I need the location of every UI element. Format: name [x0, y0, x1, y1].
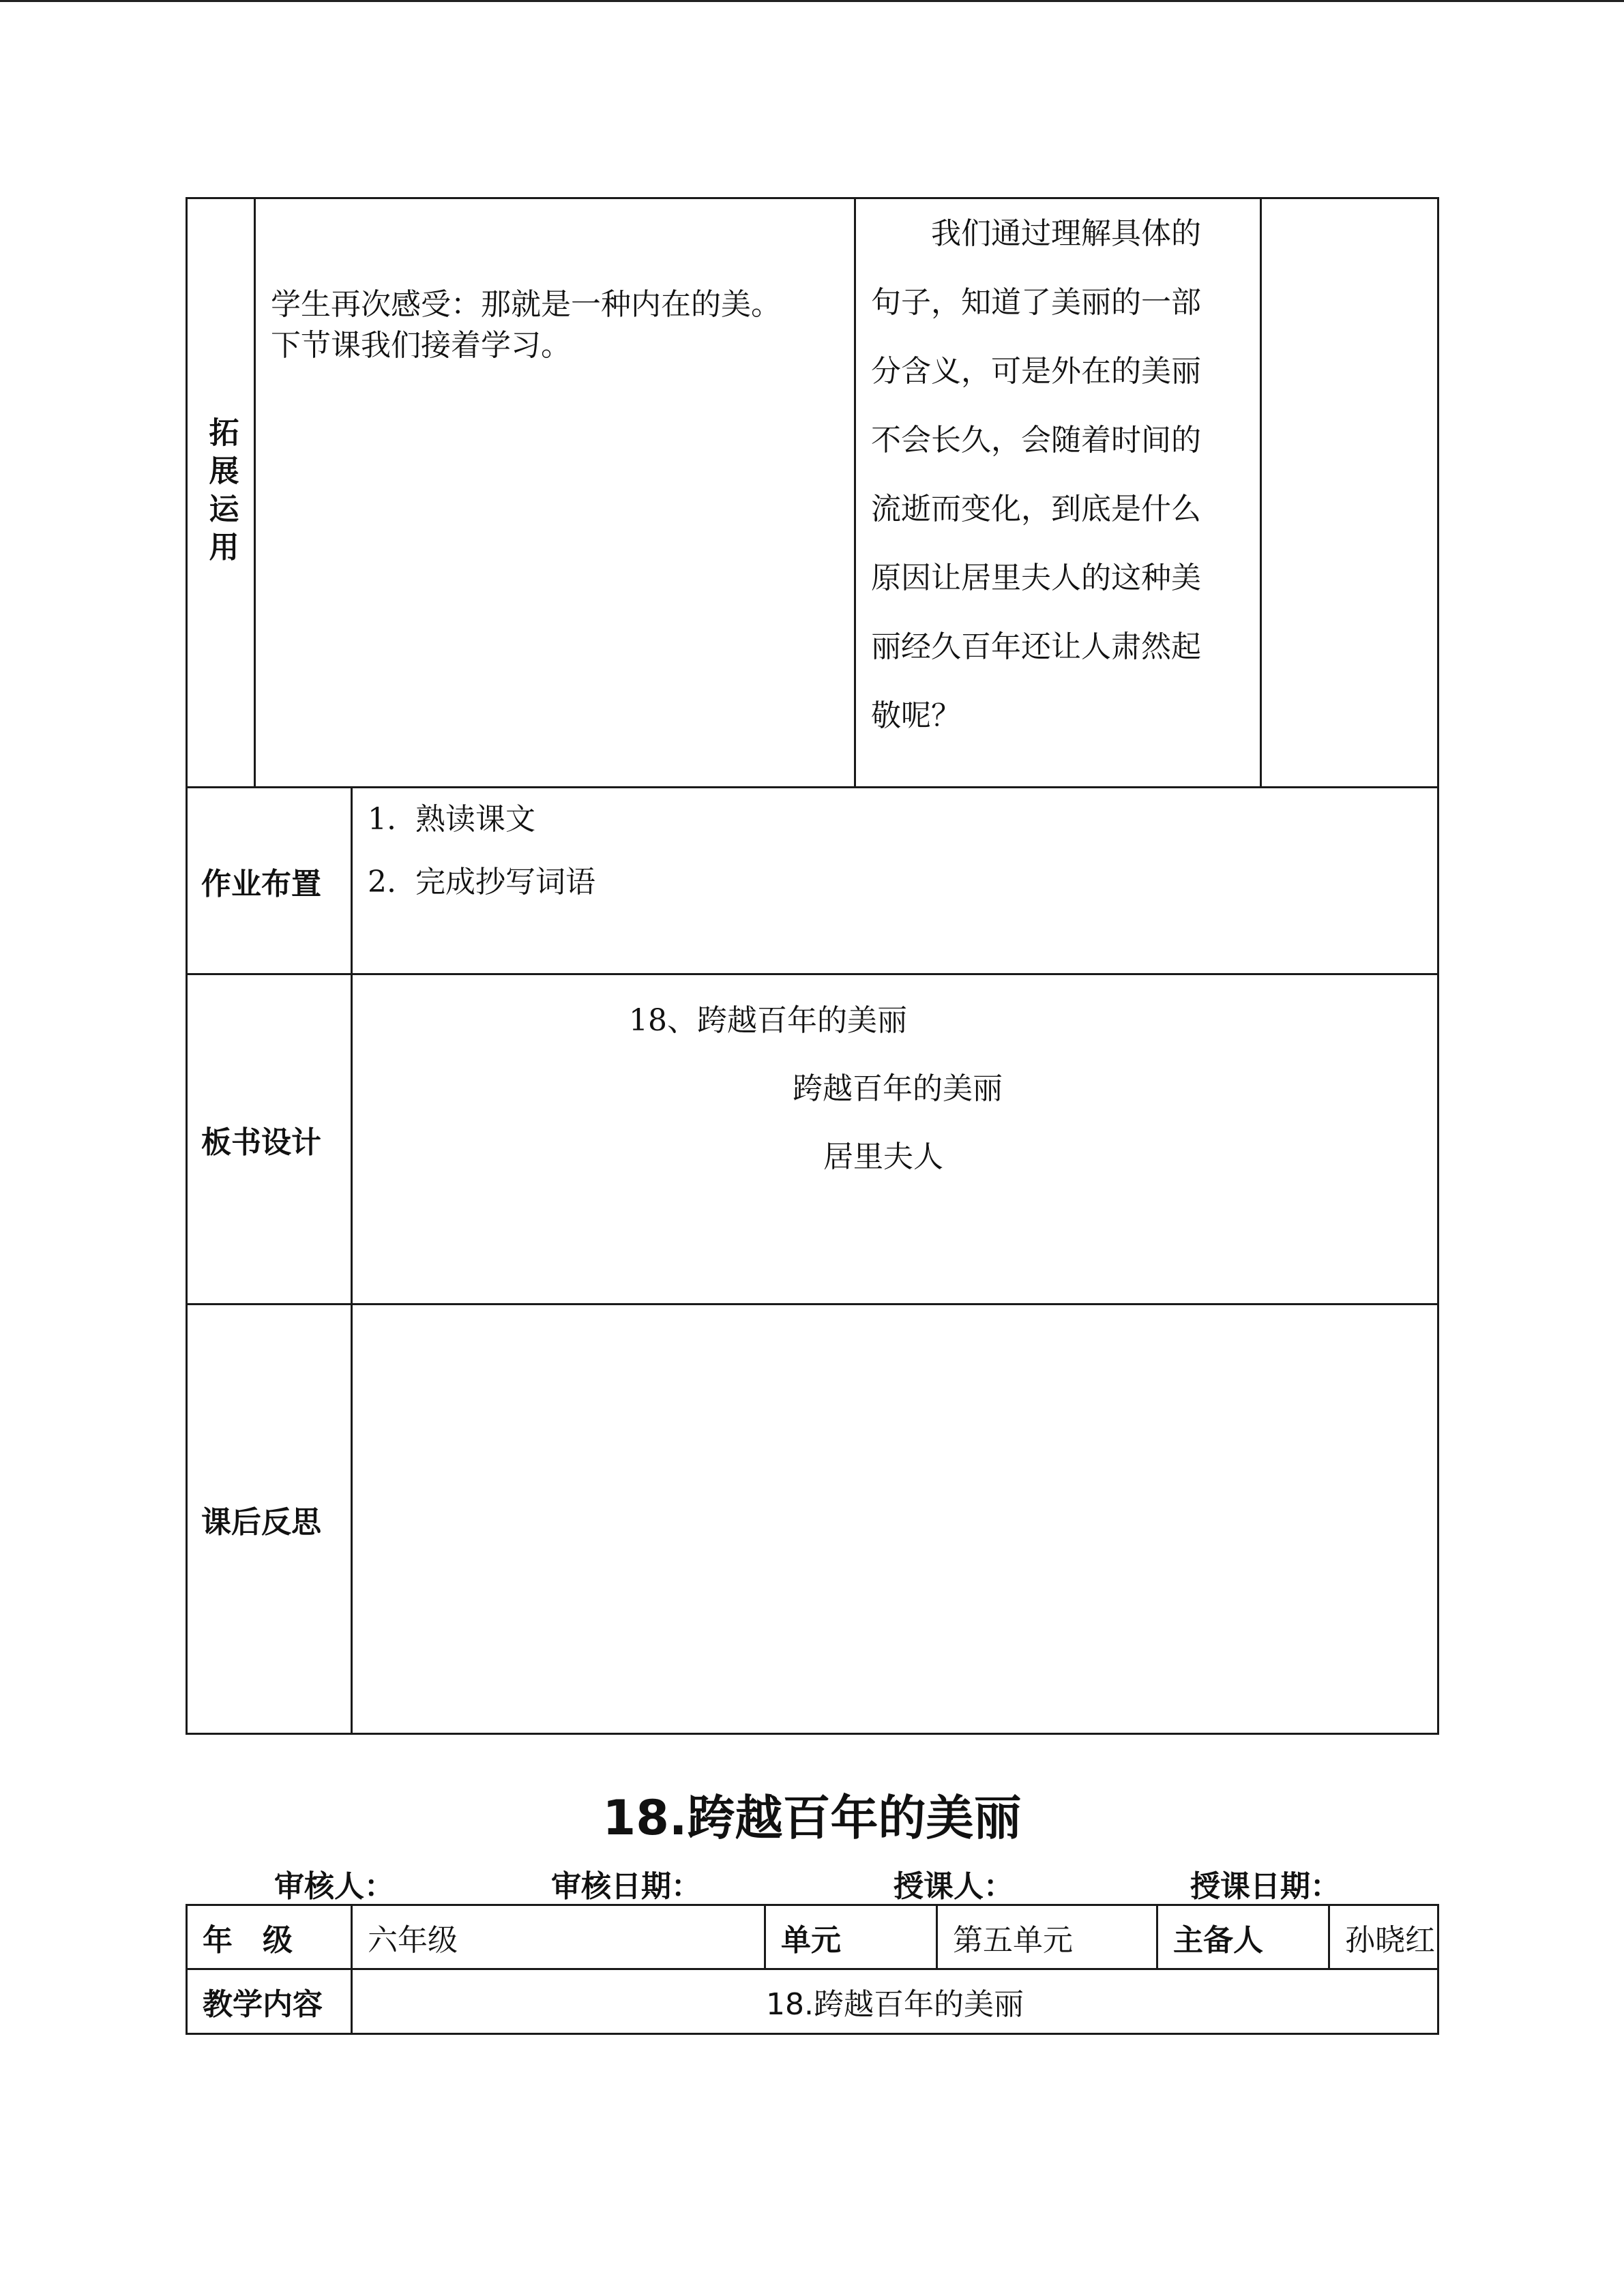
board-line-3: 居里夫人 — [823, 1139, 943, 1174]
info-table — [186, 1904, 1439, 2035]
document-title: 18.跨越百年的美丽 — [602, 1790, 1022, 1846]
extension-intent-cell — [854, 197, 1262, 788]
content-label: 教学内容 — [203, 1987, 323, 2022]
preparer-label-cell — [1156, 1904, 1330, 1970]
board-label-cell — [186, 973, 353, 1305]
reflection-label-cell — [186, 1303, 353, 1735]
unit-label: 单元 — [781, 1922, 841, 1958]
teacher-label: 授课人： — [894, 1869, 1014, 1904]
grade-value: 六年级 — [368, 1922, 458, 1958]
grade-label-cell — [186, 1904, 353, 1970]
extension-activity-line-2: 下节课我们接着学习。 — [271, 328, 571, 363]
intent-line-5: 流逝而变化，到底是什么 — [871, 492, 1201, 526]
intent-line-2: 句子，知道了美丽的一部 — [871, 285, 1201, 320]
teach-date-label: 授课日期： — [1190, 1869, 1340, 1904]
preparer-value-cell — [1328, 1904, 1439, 1970]
board-title-line: 18、跨越百年的美丽 — [629, 1003, 907, 1038]
unit-value: 第五单元 — [953, 1922, 1073, 1958]
unit-label-cell — [764, 1904, 938, 1970]
intent-line-8: 敬呢？ — [871, 698, 961, 733]
homework-content-cell — [351, 786, 1439, 975]
extension-label-cell — [186, 197, 256, 788]
board-content-cell — [351, 973, 1439, 1305]
intent-line-7: 丽经久百年还让人肃然起 — [871, 629, 1201, 664]
intent-line-4: 不会长久，会随着时间的 — [871, 423, 1201, 458]
homework-label: 作业布置 — [201, 866, 321, 901]
preparer-value: 孙晓红 — [1345, 1922, 1435, 1958]
page-top-edge — [0, 0, 1624, 2]
extension-activity-line-1: 学生再次感受：那就是一种内在的美。 — [271, 287, 781, 322]
extension-notes-cell — [1260, 197, 1439, 788]
intent-line-1: 我们通过理解具体的 — [931, 216, 1201, 251]
intent-line-6: 原因让居里夫人的这种美 — [871, 561, 1201, 595]
reflection-content-cell — [351, 1303, 1439, 1735]
extension-activity-cell — [254, 197, 856, 788]
content-value: 18.跨越百年的美丽 — [766, 1987, 1024, 2022]
board-label: 板书设计 — [201, 1124, 321, 1160]
board-line-2: 跨越百年的美丽 — [793, 1071, 1003, 1106]
reviewer-label: 审核人： — [274, 1869, 394, 1904]
unit-value-cell — [936, 1904, 1158, 1970]
homework-item-2: 2. 完成抄写词语 — [368, 865, 595, 899]
content-value-cell — [351, 1968, 1439, 2035]
lesson-table-continued — [186, 197, 1439, 1733]
reflection-label: 课后反思 — [201, 1504, 321, 1540]
intent-line-3: 分含义，可是外在的美丽 — [871, 354, 1201, 389]
extension-label: 拓展运用 — [203, 416, 239, 569]
preparer-label: 主备人 — [1173, 1922, 1263, 1958]
grade-value-cell — [351, 1904, 766, 1970]
content-label-cell — [186, 1968, 353, 2035]
review-date-label: 审核日期： — [551, 1869, 701, 1904]
homework-item-1: 1. 熟读课文 — [368, 802, 535, 837]
grade-label: 年 级 — [203, 1922, 293, 1958]
homework-label-cell — [186, 786, 353, 975]
